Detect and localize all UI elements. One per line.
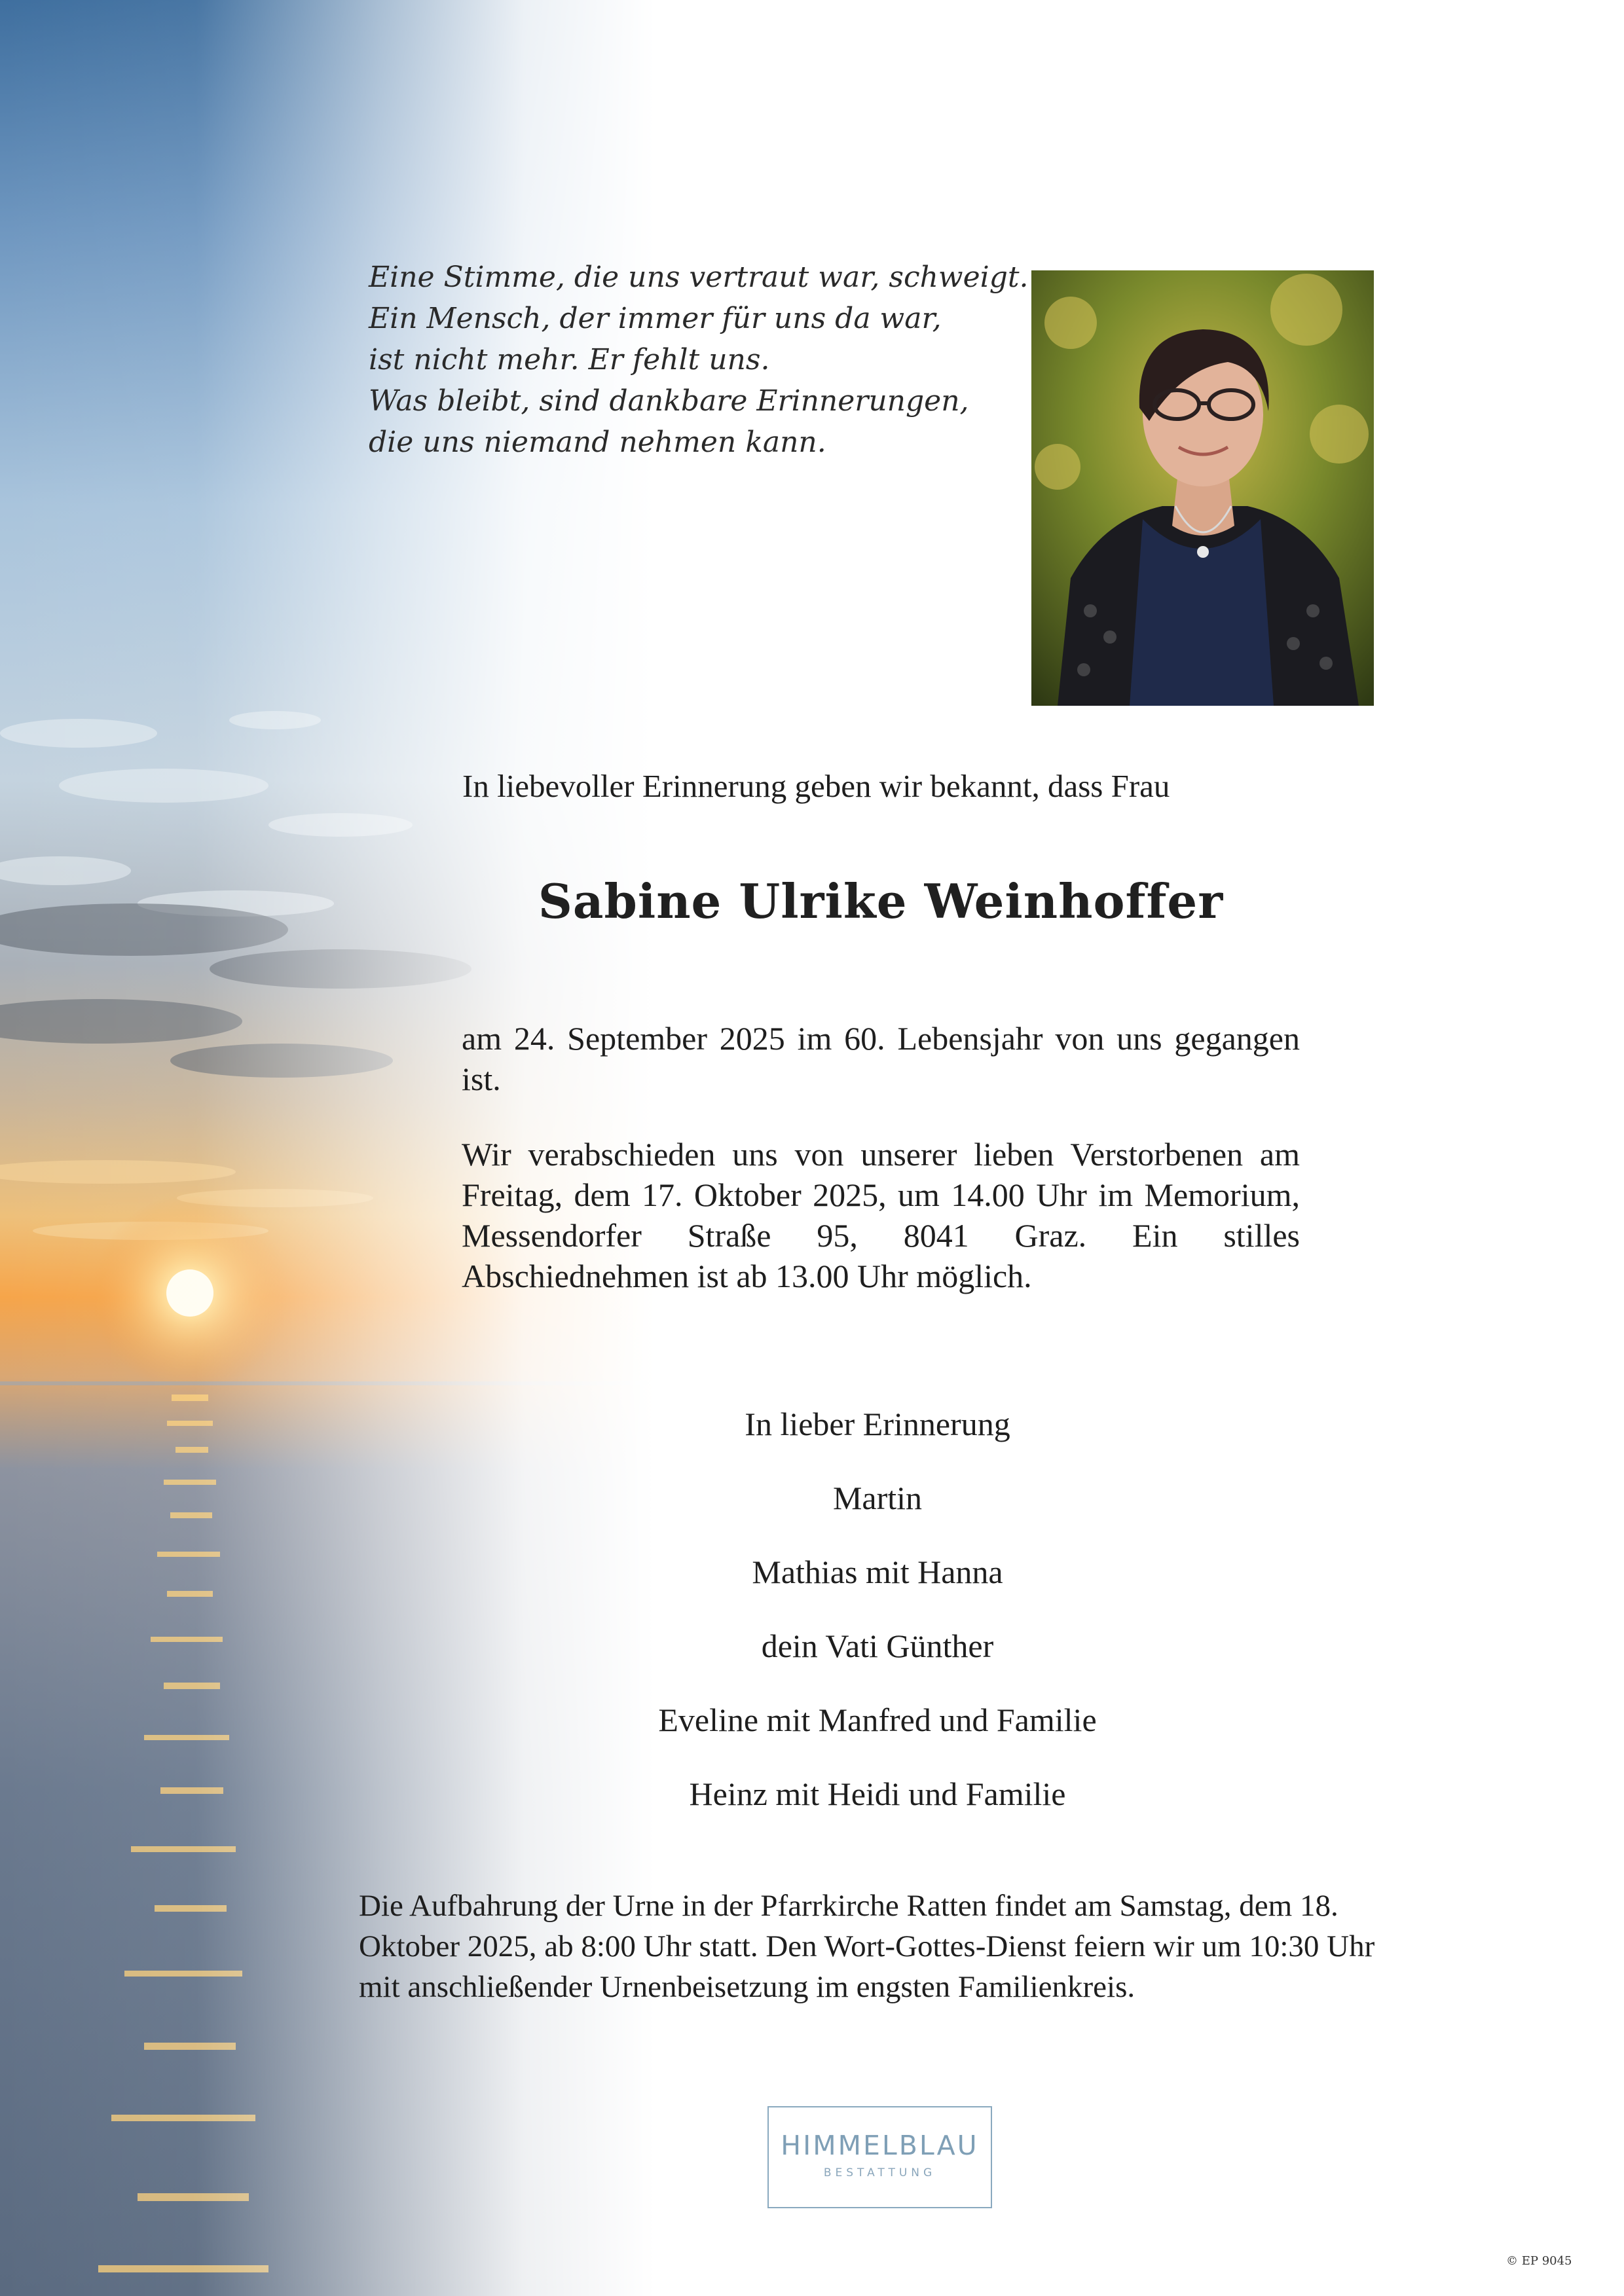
document-code: © EP 9045 [1506,2254,1572,2268]
logo-subtitle: BESTATTUNG [823,2166,936,2179]
urn-ceremony-paragraph: Die Aufbahrung der Urne in der Pfarrkirche Ratten findet am Samstag, dem 18. Oktober 2025, ab 8:00 Uhr statt. Den Wort-Gottes-Dienst feiern wir um 10:30 Uhr mit anschließender Urnenbeisetzung im engsten Familienkreis. [359,1889,1375,2004]
verse-line: die uns niemand nehmen kann. [369,426,826,459]
mourners-heading: In lieber Erinnerung [745,1406,1010,1442]
mourner-name: Heinz mit Heidi und Familie [689,1776,1066,1812]
verse-line: Eine Stimme, die uns vertraut war, schweigt. [369,261,1029,294]
verse [369,257,1029,463]
logo-name: HIMMELBLAU [781,2130,979,2161]
mourner-name: dein Vati Günther [761,1628,994,1664]
farewell-service-paragraph: Wir verabschieden uns von unserer lieben Verstorbenen am Freitag, dem 17. Oktober 2025, um 14.00 Uhr im Memorium, Messendorfer Straße 95, 8041 Graz. Ein stilles Abschiednehmen ist ab 13.00 Uhr möglich. [462,1136,1300,1294]
mourners-list [589,1404,1166,1848]
death-date-paragraph: am 24. September 2025 im 60. Lebensjahr von uns gegangen ist. [462,1020,1300,1097]
deceased-name: Sabine Ulrike Weinhoffer [538,873,1224,929]
verse-line: ist nicht mehr. Er fehlt uns. [369,343,770,376]
portrait-photo [1031,270,1374,706]
announcement-intro: In liebevoller Erinnerung geben wir bekannt, dass Frau [462,768,1170,804]
mourner-name: Martin [832,1480,923,1516]
mourner-name: Eveline mit Manfred und Familie [658,1702,1097,1738]
funeral-home-logo [767,2106,992,2208]
verse-line: Ein Mensch, der immer für uns da war, [369,302,942,335]
mourner-name: Mathias mit Hanna [752,1554,1003,1590]
verse-line: Was bleibt, sind dankbare Erinnerungen, [369,384,969,418]
